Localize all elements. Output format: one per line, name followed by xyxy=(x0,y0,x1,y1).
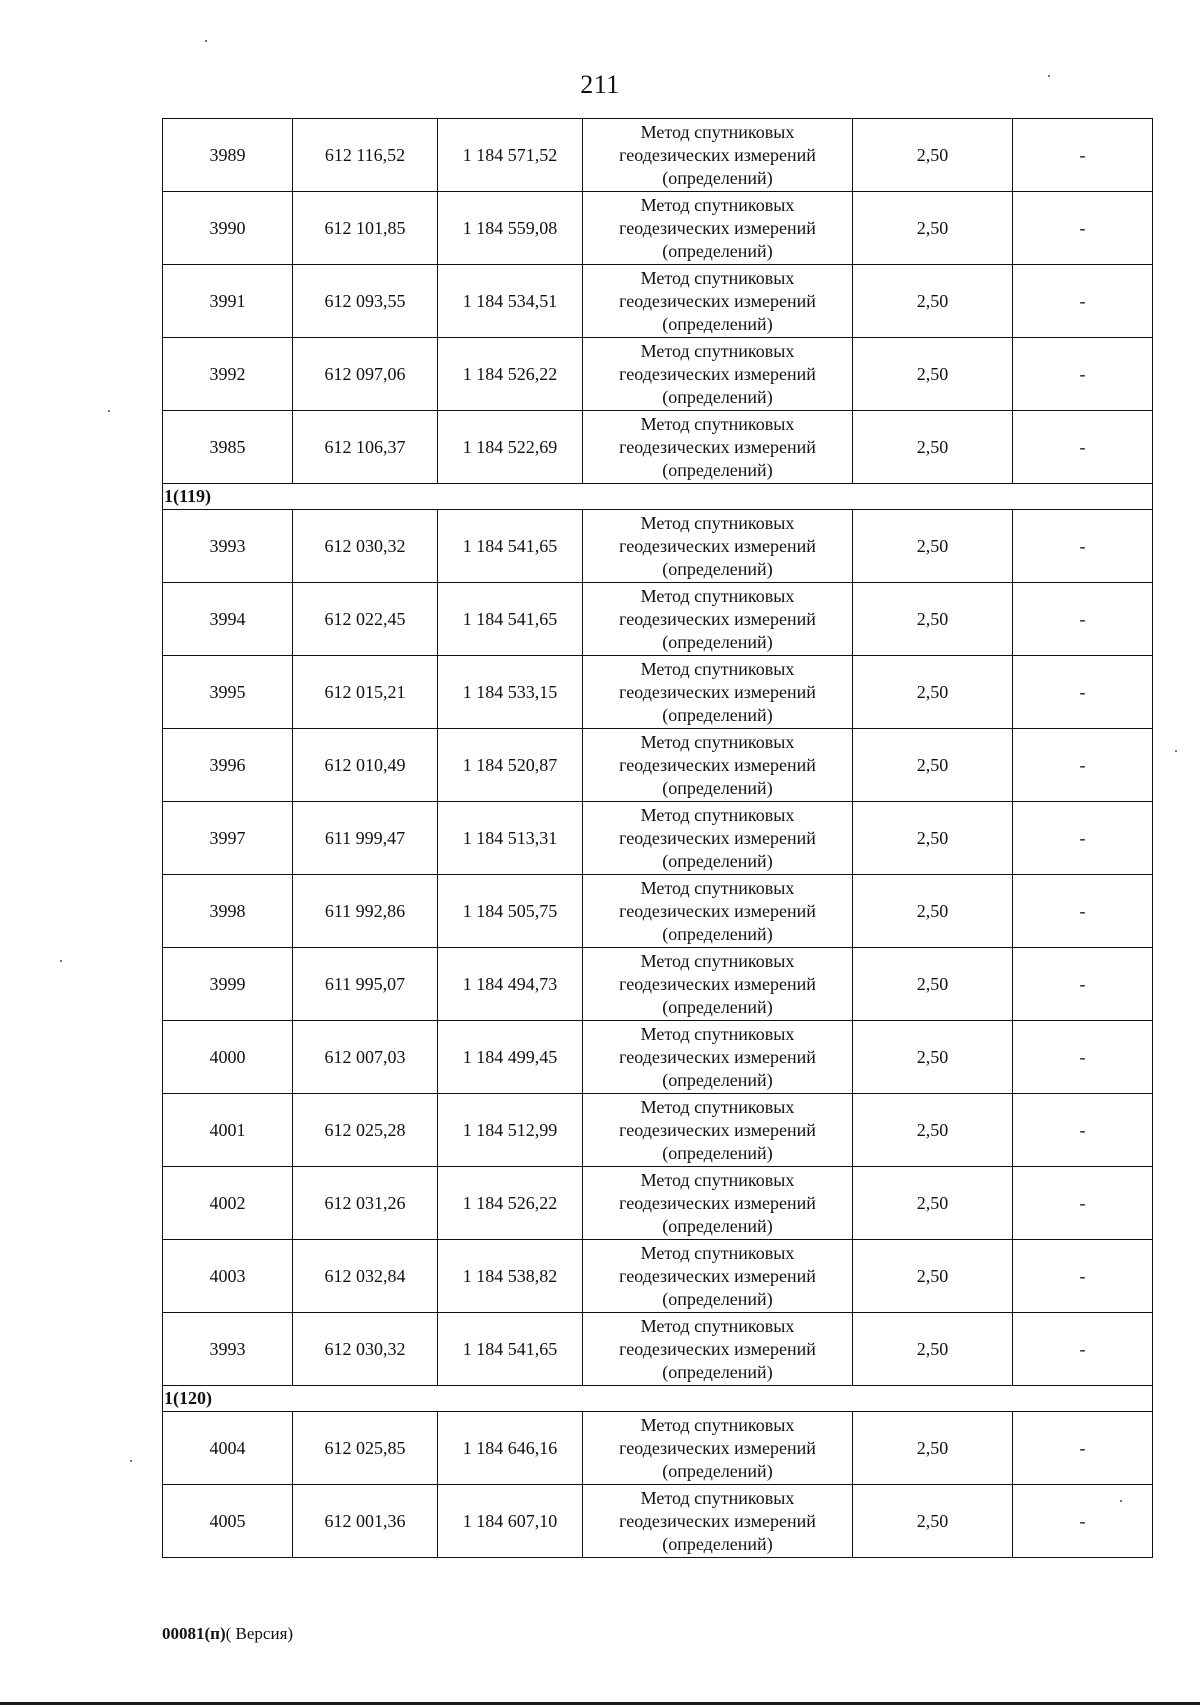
x-coordinate-cell: 612 106,37 xyxy=(293,411,438,484)
point-number-cell: 4001 xyxy=(163,1094,293,1167)
method-cell xyxy=(583,1313,853,1386)
point-number-cell: 3998 xyxy=(163,875,293,948)
method-line: (определений) xyxy=(662,558,773,579)
precision-cell: 2,50 xyxy=(853,875,1013,948)
x-coordinate-cell: 612 025,85 xyxy=(293,1412,438,1485)
point-number-cell: 4002 xyxy=(163,1167,293,1240)
precision-cell: 2,50 xyxy=(853,1412,1013,1485)
section-label: 1(120) xyxy=(163,1386,1153,1412)
scan-speck xyxy=(1048,75,1050,77)
method-cell xyxy=(583,729,853,802)
description-cell: - xyxy=(1013,729,1153,802)
description-cell: - xyxy=(1013,1021,1153,1094)
method-line: (определений) xyxy=(662,923,773,944)
section-header-row xyxy=(163,1386,1153,1412)
y-coordinate-cell: 1 184 520,87 xyxy=(438,729,583,802)
method-cell xyxy=(583,1412,853,1485)
point-number-cell: 3994 xyxy=(163,583,293,656)
method-cell xyxy=(583,875,853,948)
precision-cell: 2,50 xyxy=(853,1094,1013,1167)
method-line: Метод спутниковых xyxy=(640,1096,795,1117)
table-body xyxy=(163,119,1153,1558)
x-coordinate-cell: 612 097,06 xyxy=(293,338,438,411)
y-coordinate-cell: 1 184 513,31 xyxy=(438,802,583,875)
point-number-cell: 3996 xyxy=(163,729,293,802)
table-row xyxy=(163,338,1153,411)
scan-speck xyxy=(130,1460,132,1462)
section-label: 1(119) xyxy=(163,484,1153,510)
table-row xyxy=(163,656,1153,729)
y-coordinate-cell: 1 184 512,99 xyxy=(438,1094,583,1167)
method-line: (определений) xyxy=(662,1288,773,1309)
precision-cell: 2,50 xyxy=(853,1167,1013,1240)
y-coordinate-cell: 1 184 522,69 xyxy=(438,411,583,484)
method-line: (определений) xyxy=(662,1361,773,1382)
point-number-cell: 3993 xyxy=(163,510,293,583)
table-row xyxy=(163,192,1153,265)
point-number-cell: 4005 xyxy=(163,1485,293,1558)
precision-cell: 2,50 xyxy=(853,411,1013,484)
precision-cell: 2,50 xyxy=(853,1240,1013,1313)
x-coordinate-cell: 612 093,55 xyxy=(293,265,438,338)
table-row xyxy=(163,411,1153,484)
description-cell: - xyxy=(1013,338,1153,411)
method-line: геодезических измерений xyxy=(619,900,816,921)
method-line: Метод спутниковых xyxy=(640,1023,795,1044)
method-cell xyxy=(583,1167,853,1240)
method-line: (определений) xyxy=(662,777,773,798)
description-cell: - xyxy=(1013,656,1153,729)
method-line: (определений) xyxy=(662,850,773,871)
x-coordinate-cell: 612 007,03 xyxy=(293,1021,438,1094)
page-number: 211 xyxy=(580,70,620,99)
y-coordinate-cell: 1 184 526,22 xyxy=(438,1167,583,1240)
document-code xyxy=(162,1624,293,1644)
description-cell: - xyxy=(1013,1240,1153,1313)
method-line: Метод спутниковых xyxy=(640,804,795,825)
method-line: геодезических измерений xyxy=(619,1046,816,1067)
description-cell: - xyxy=(1013,1094,1153,1167)
table-row xyxy=(163,1240,1153,1313)
method-cell xyxy=(583,802,853,875)
method-cell xyxy=(583,583,853,656)
point-number-cell: 3999 xyxy=(163,948,293,1021)
description-cell: - xyxy=(1013,948,1153,1021)
coordinates-table xyxy=(162,118,1153,1558)
table-row xyxy=(163,1485,1153,1558)
description-cell: - xyxy=(1013,1412,1153,1485)
method-line: Метод спутниковых xyxy=(640,340,795,361)
precision-cell: 2,50 xyxy=(853,192,1013,265)
y-coordinate-cell: 1 184 571,52 xyxy=(438,119,583,192)
description-cell: - xyxy=(1013,802,1153,875)
x-coordinate-cell: 612 116,52 xyxy=(293,119,438,192)
method-cell xyxy=(583,192,853,265)
method-line: геодезических измерений xyxy=(619,973,816,994)
point-number-cell: 3989 xyxy=(163,119,293,192)
x-coordinate-cell: 612 022,45 xyxy=(293,583,438,656)
method-cell xyxy=(583,1094,853,1167)
document-version: ( Версия) xyxy=(225,1624,294,1643)
description-cell: - xyxy=(1013,510,1153,583)
x-coordinate-cell: 612 025,28 xyxy=(293,1094,438,1167)
method-line: геодезических измерений xyxy=(619,1437,816,1458)
method-line: Метод спутниковых xyxy=(640,121,795,142)
method-line: (определений) xyxy=(662,459,773,480)
method-line: (определений) xyxy=(662,1460,773,1481)
method-line: геодезических измерений xyxy=(619,1338,816,1359)
x-coordinate-cell: 611 992,86 xyxy=(293,875,438,948)
point-number-cell: 4004 xyxy=(163,1412,293,1485)
point-number-cell: 3992 xyxy=(163,338,293,411)
method-line: (определений) xyxy=(662,996,773,1017)
method-cell xyxy=(583,656,853,729)
scan-speck xyxy=(205,40,207,42)
precision-cell: 2,50 xyxy=(853,656,1013,729)
method-line: геодезических измерений xyxy=(619,1510,816,1531)
precision-cell: 2,50 xyxy=(853,729,1013,802)
x-coordinate-cell: 612 031,26 xyxy=(293,1167,438,1240)
precision-cell: 2,50 xyxy=(853,948,1013,1021)
precision-cell: 2,50 xyxy=(853,583,1013,656)
method-cell xyxy=(583,1240,853,1313)
point-number-cell: 3991 xyxy=(163,265,293,338)
method-line: (определений) xyxy=(662,1069,773,1090)
table-row xyxy=(163,1167,1153,1240)
description-cell: - xyxy=(1013,119,1153,192)
method-line: (определений) xyxy=(662,240,773,261)
method-line: Метод спутниковых xyxy=(640,1169,795,1190)
method-line: (определений) xyxy=(662,1215,773,1236)
y-coordinate-cell: 1 184 541,65 xyxy=(438,510,583,583)
method-line: (определений) xyxy=(662,313,773,334)
method-line: Метод спутниковых xyxy=(640,413,795,434)
y-coordinate-cell: 1 184 505,75 xyxy=(438,875,583,948)
method-line: геодезических измерений xyxy=(619,681,816,702)
method-line: Метод спутниковых xyxy=(640,512,795,533)
y-coordinate-cell: 1 184 541,65 xyxy=(438,583,583,656)
table-row xyxy=(163,948,1153,1021)
precision-cell: 2,50 xyxy=(853,119,1013,192)
section-header-row xyxy=(163,484,1153,510)
precision-cell: 2,50 xyxy=(853,1313,1013,1386)
point-number-cell: 3990 xyxy=(163,192,293,265)
table-row xyxy=(163,265,1153,338)
method-cell xyxy=(583,1485,853,1558)
method-line: Метод спутниковых xyxy=(640,194,795,215)
method-line: Метод спутниковых xyxy=(640,731,795,752)
method-cell xyxy=(583,510,853,583)
description-cell: - xyxy=(1013,1167,1153,1240)
table-row xyxy=(163,875,1153,948)
method-line: Метод спутниковых xyxy=(640,877,795,898)
method-line: геодезических измерений xyxy=(619,217,816,238)
method-cell xyxy=(583,338,853,411)
method-cell xyxy=(583,948,853,1021)
x-coordinate-cell: 611 999,47 xyxy=(293,802,438,875)
y-coordinate-cell: 1 184 541,65 xyxy=(438,1313,583,1386)
method-cell xyxy=(583,411,853,484)
table-row xyxy=(163,1313,1153,1386)
scan-speck xyxy=(1175,750,1177,752)
method-line: Метод спутниковых xyxy=(640,267,795,288)
table-row xyxy=(163,1021,1153,1094)
method-line: геодезических измерений xyxy=(619,535,816,556)
method-line: (определений) xyxy=(662,1142,773,1163)
precision-cell: 2,50 xyxy=(853,265,1013,338)
precision-cell: 2,50 xyxy=(853,510,1013,583)
point-number-cell: 3995 xyxy=(163,656,293,729)
y-coordinate-cell: 1 184 494,73 xyxy=(438,948,583,1021)
method-line: (определений) xyxy=(662,704,773,725)
point-number-cell: 3997 xyxy=(163,802,293,875)
method-line: геодезических измерений xyxy=(619,827,816,848)
scan-speck xyxy=(108,410,110,412)
document-code-number: 00081(п) xyxy=(162,1624,226,1643)
method-line: (определений) xyxy=(662,1533,773,1554)
description-cell: - xyxy=(1013,192,1153,265)
precision-cell: 2,50 xyxy=(853,802,1013,875)
description-cell: - xyxy=(1013,583,1153,656)
table-row xyxy=(163,729,1153,802)
method-cell xyxy=(583,119,853,192)
method-line: геодезических измерений xyxy=(619,608,816,629)
table-row xyxy=(163,119,1153,192)
method-line: (определений) xyxy=(662,631,773,652)
method-line: Метод спутниковых xyxy=(640,585,795,606)
description-cell: - xyxy=(1013,265,1153,338)
y-coordinate-cell: 1 184 559,08 xyxy=(438,192,583,265)
description-cell: - xyxy=(1013,875,1153,948)
x-coordinate-cell: 612 032,84 xyxy=(293,1240,438,1313)
method-line: Метод спутниковых xyxy=(640,1487,795,1508)
description-cell: - xyxy=(1013,1485,1153,1558)
y-coordinate-cell: 1 184 499,45 xyxy=(438,1021,583,1094)
method-line: геодезических измерений xyxy=(619,363,816,384)
y-coordinate-cell: 1 184 533,15 xyxy=(438,656,583,729)
method-line: (определений) xyxy=(662,386,773,407)
method-line: геодезических измерений xyxy=(619,1265,816,1286)
scan-speck xyxy=(60,960,62,962)
x-coordinate-cell: 612 101,85 xyxy=(293,192,438,265)
method-line: Метод спутниковых xyxy=(640,1315,795,1336)
table-row xyxy=(163,802,1153,875)
y-coordinate-cell: 1 184 646,16 xyxy=(438,1412,583,1485)
point-number-cell: 3985 xyxy=(163,411,293,484)
y-coordinate-cell: 1 184 538,82 xyxy=(438,1240,583,1313)
x-coordinate-cell: 612 010,49 xyxy=(293,729,438,802)
precision-cell: 2,50 xyxy=(853,338,1013,411)
method-line: геодезических измерений xyxy=(619,290,816,311)
description-cell: - xyxy=(1013,411,1153,484)
point-number-cell: 4003 xyxy=(163,1240,293,1313)
x-coordinate-cell: 612 015,21 xyxy=(293,656,438,729)
table-row xyxy=(163,583,1153,656)
method-line: геодезических измерений xyxy=(619,754,816,775)
x-coordinate-cell: 612 001,36 xyxy=(293,1485,438,1558)
method-line: Метод спутниковых xyxy=(640,950,795,971)
description-cell: - xyxy=(1013,1313,1153,1386)
x-coordinate-cell: 612 030,32 xyxy=(293,510,438,583)
method-line: геодезических измерений xyxy=(619,436,816,457)
method-line: Метод спутниковых xyxy=(640,1242,795,1263)
method-line: (определений) xyxy=(662,167,773,188)
table-row xyxy=(163,510,1153,583)
method-line: геодезических измерений xyxy=(619,1192,816,1213)
method-cell xyxy=(583,265,853,338)
scan-speck xyxy=(1120,1500,1122,1502)
method-line: Метод спутниковых xyxy=(640,658,795,679)
y-coordinate-cell: 1 184 607,10 xyxy=(438,1485,583,1558)
y-coordinate-cell: 1 184 534,51 xyxy=(438,265,583,338)
method-line: геодезических измерений xyxy=(619,1119,816,1140)
scan-bottom-edge xyxy=(0,1702,1200,1705)
method-cell xyxy=(583,1021,853,1094)
x-coordinate-cell: 612 030,32 xyxy=(293,1313,438,1386)
precision-cell: 2,50 xyxy=(853,1021,1013,1094)
method-line: геодезических измерений xyxy=(619,144,816,165)
table-row xyxy=(163,1412,1153,1485)
table-row xyxy=(163,1094,1153,1167)
y-coordinate-cell: 1 184 526,22 xyxy=(438,338,583,411)
precision-cell: 2,50 xyxy=(853,1485,1013,1558)
point-number-cell: 3993 xyxy=(163,1313,293,1386)
method-line: Метод спутниковых xyxy=(640,1414,795,1435)
x-coordinate-cell: 611 995,07 xyxy=(293,948,438,1021)
point-number-cell: 4000 xyxy=(163,1021,293,1094)
